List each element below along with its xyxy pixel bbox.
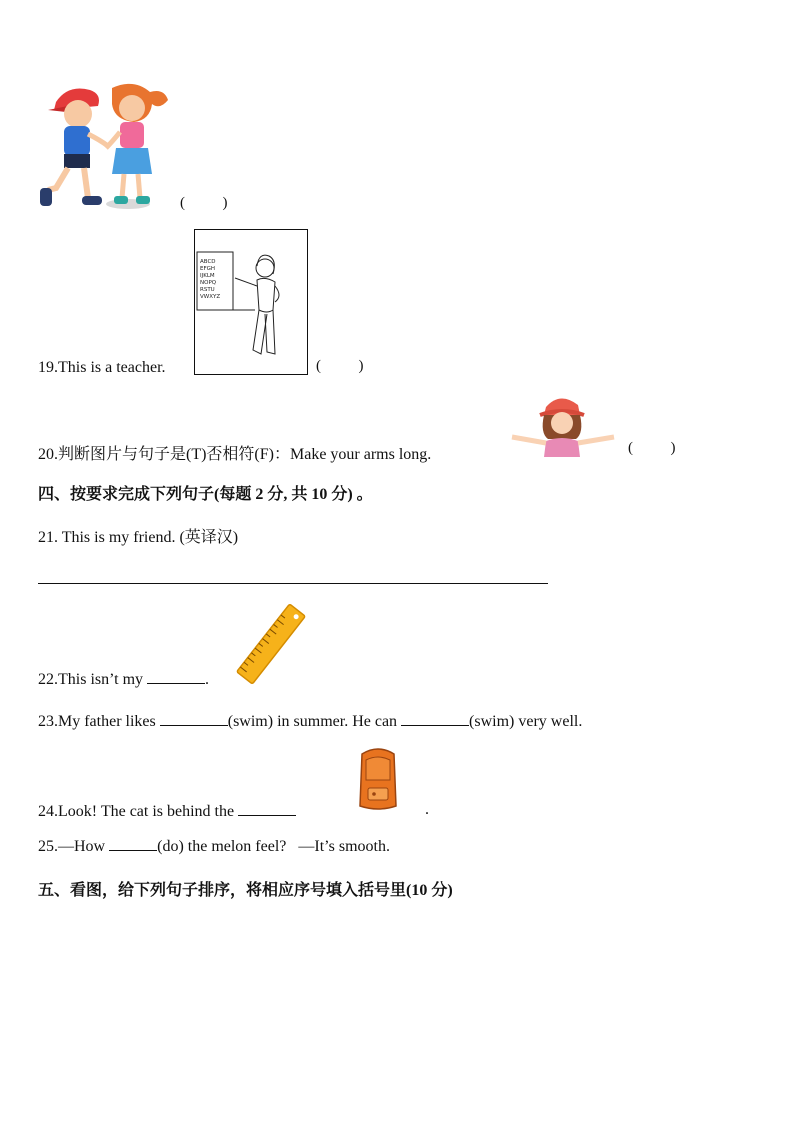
q19-answer-paren[interactable]: ( ) <box>316 358 364 374</box>
q24-period: . <box>425 801 429 818</box>
q24-text: 24.Look! The cat is behind the <box>38 803 235 820</box>
board-line-6: VWXYZ <box>200 294 221 300</box>
girl-arms-picture <box>510 393 616 459</box>
q23-blank-2[interactable] <box>401 711 469 726</box>
q23-part-a: 23.My father likes <box>38 713 156 730</box>
board-line-3: IJKLM <box>200 273 215 279</box>
q23-part-b: (swim) in summer. He can <box>227 713 398 730</box>
q22-period: . <box>205 671 210 688</box>
board-line-2: EFGH <box>200 266 216 272</box>
kids-picture <box>38 80 173 212</box>
board-line-5: RSTU <box>200 287 215 293</box>
board-line-4: NOPQ <box>200 280 217 286</box>
q24-sentence <box>38 801 296 821</box>
q22-sentence <box>38 669 209 689</box>
q21-answer-line[interactable] <box>38 583 548 584</box>
q22-blank[interactable] <box>147 669 205 684</box>
q20-answer-paren[interactable]: ( ) <box>628 440 676 456</box>
q25-part-a: 25.—How <box>38 838 106 855</box>
bag-picture <box>356 746 400 812</box>
ruler-picture <box>234 603 308 685</box>
q25-part-b: (do) the melon feel? <box>157 838 287 855</box>
teacher-picture <box>194 229 308 375</box>
q21-sentence: 21. This is my friend. (英译汉) <box>38 529 239 546</box>
q23-sentence <box>38 711 582 731</box>
q25-part-c: —It’s smooth. <box>298 838 390 855</box>
q25-sentence <box>38 836 390 856</box>
board-line-1: ABCD <box>200 259 216 265</box>
q19-sentence: 19.This is a teacher. <box>38 359 166 376</box>
q24-blank[interactable] <box>238 801 296 816</box>
q23-blank-1[interactable] <box>160 711 228 726</box>
q25-blank[interactable] <box>109 836 157 851</box>
q20-sentence: 20.判断图片与句子是(T)否相符(F)：Make your arms long. <box>38 446 432 463</box>
q22-text: 22.This isn’t my <box>38 671 144 688</box>
section-5-heading: 五、看图，给下列句子排序，将相应序号填入括号里(10 分) <box>38 882 453 899</box>
section-4-heading: 四、按要求完成下列句子(每题 2 分, 共 10 分) 。 <box>38 486 373 503</box>
q18-answer-paren[interactable]: ( ) <box>180 195 228 211</box>
q23-part-c: (swim) very well. <box>469 713 583 730</box>
